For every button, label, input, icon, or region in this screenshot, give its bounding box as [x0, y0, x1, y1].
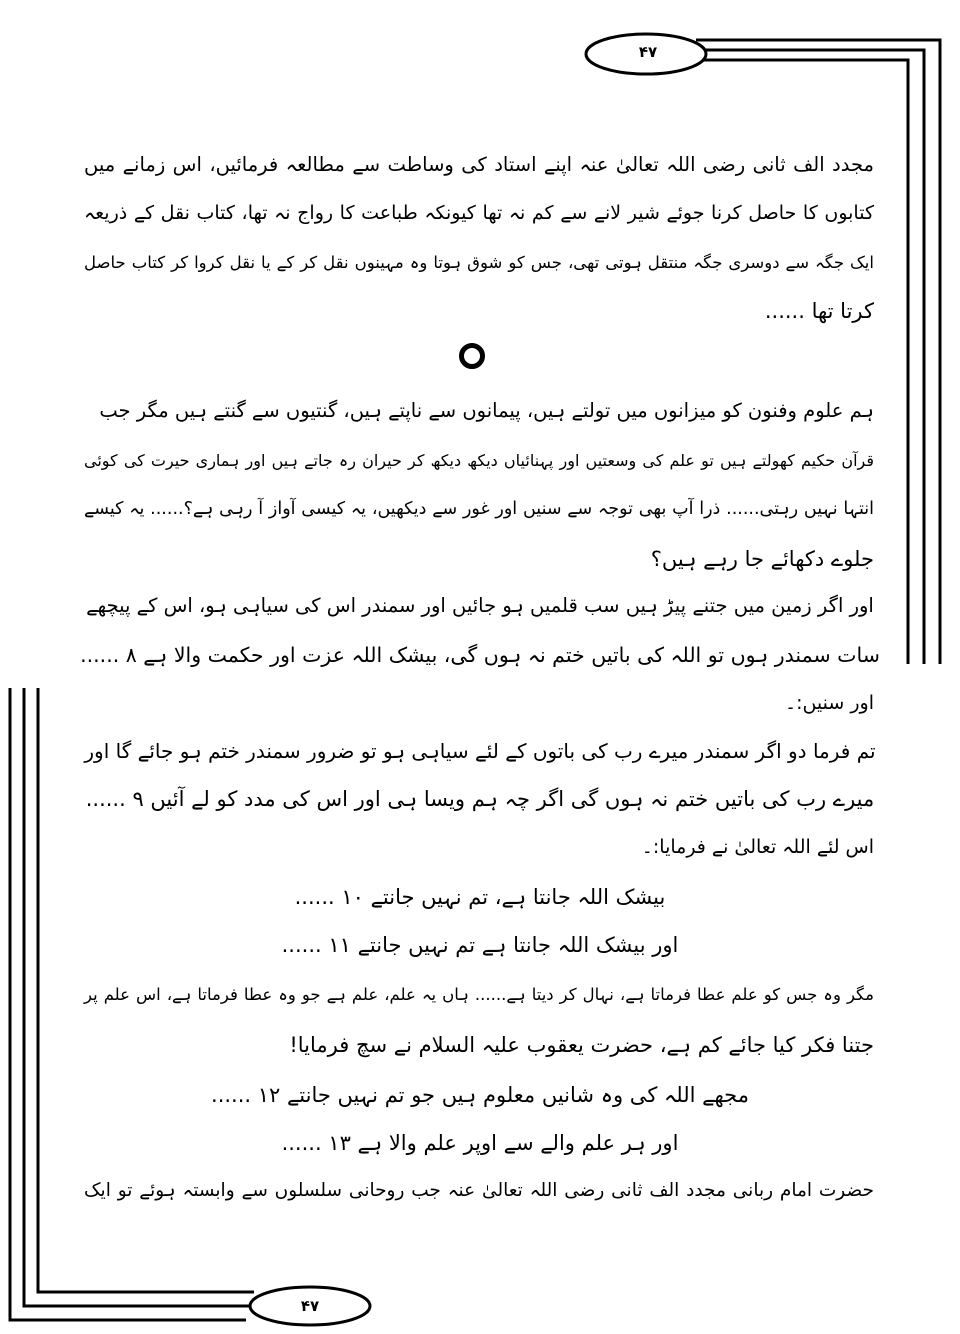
main-line-2: قرآن حکیم کھولتے ہیں تو علم کی وسعتیں اور پہنائیاں دیکھ دیکھ کر حیران رہ جاتے ہیں اور ہماری حیرت کی کوئی	[84, 451, 875, 470]
and-listen-label: اور سنیں:۔	[784, 692, 874, 714]
quote-1-line-2: سات سمندر ہوں تو اللہ کی باتیں ختم نہ ہوں گی، بیشک اللہ عزت اور حکمت والا ہے ۸ ......	[80, 643, 880, 667]
quote-1-line-1: اور اگر زمین میں جتنے پیڑ ہیں سب قلمیں ہو جائیں اور سمندر اس کی سیاہی ہو، اس کے پیچھے	[86, 594, 874, 617]
quote-3-line-1: بیشک اللہ جانتا ہے، تم نہیں جانتے ۱۰ ......	[294, 885, 666, 909]
page-number-bottom: ۴۷	[300, 1297, 320, 1315]
main-line-3: انتہا نہیں رہتی...... ذرا آپ بھی توجہ سے سنیں اور غور سے دیکھیں، یہ کیسی آواز آ رہی ہے؟...... یہ کیسے	[84, 499, 874, 519]
intro-line-4: کرتا تھا ......	[764, 299, 874, 323]
quote-4-line-2: اور ہر علم والے سے اوپر علم والا ہے ۱۳ ......	[281, 1131, 679, 1155]
closing-line: حضرت امام ربانی مجدد الف ثانی رضی اللہ تعالیٰ عنہ جب روحانی سلسلوں سے وابستہ ہوئے تو ایک	[84, 1180, 874, 1201]
quote-3-line-2: اور بیشک اللہ جانتا ہے تم نہیں جانتے ۱۱ ......	[281, 933, 679, 957]
but-he-line-1: مگر وہ جس کو علم عطا فرماتا ہے، نہال کر دیتا ہے...... ہاں یہ علم، علم ہے جو وہ عطا فرماتا ہے، اس علم پر	[84, 985, 874, 1004]
intro-line-1: مجدد الف ثانی رضی اللہ تعالیٰ عنہ اپنے استاد کی وساطت سے مطالعہ فرمائیں، اس زمانے میں	[84, 153, 874, 176]
quote-2-line-1: تم فرما دو اگر سمندر میرے رب کی باتوں کے لئے سیاہی ہو تو ضرور سمندر ختم ہو جائے گا اور	[84, 739, 876, 763]
but-he-line-2: جتنا فکر کیا جائے کم ہے، حضرت یعقوب علیہ السلام نے سچ فرمایا!	[289, 1033, 874, 1057]
intro-line-2: کتابوں کا حاصل کرنا جوئے شیر لانے سے کم نہ تھا کیونکہ طباعت کا رواج نہ تھا، کتاب نقل کے ذریعہ	[84, 202, 874, 224]
quote-4-line-1: مجھے اللہ کی وہ شانیں معلوم ہیں جو تم نہیں جانتے ۱۲ ......	[211, 1083, 749, 1107]
therefore-label: اس لئے اللہ تعالیٰ نے فرمایا:۔	[641, 836, 874, 858]
page-number-top: ۴۷	[638, 43, 658, 61]
main-line-1: ہم علوم وفنون کو میزانوں میں تولتے ہیں، پیمانوں سے ناپتے ہیں، گنتیوں سے گنتے ہیں مگر جب	[99, 399, 874, 422]
main-line-4: جلوے دکھائے جا رہے ہیں؟	[650, 547, 874, 571]
quote-2-line-2: میرے رب کی باتیں ختم نہ ہوں گی اگر چہ ہم ویسا ہی اور اس کی مدد کو لے آئیں ۹ ......	[85, 787, 875, 811]
section-separator-circle	[459, 343, 485, 369]
intro-line-3: ایک جگہ سے دوسری جگہ منتقل ہوتی تھی، جس کو شوق ہوتا وہ مہینوں نقل کر کے یا نقل کروا کر کتاب حاصل	[84, 253, 874, 272]
